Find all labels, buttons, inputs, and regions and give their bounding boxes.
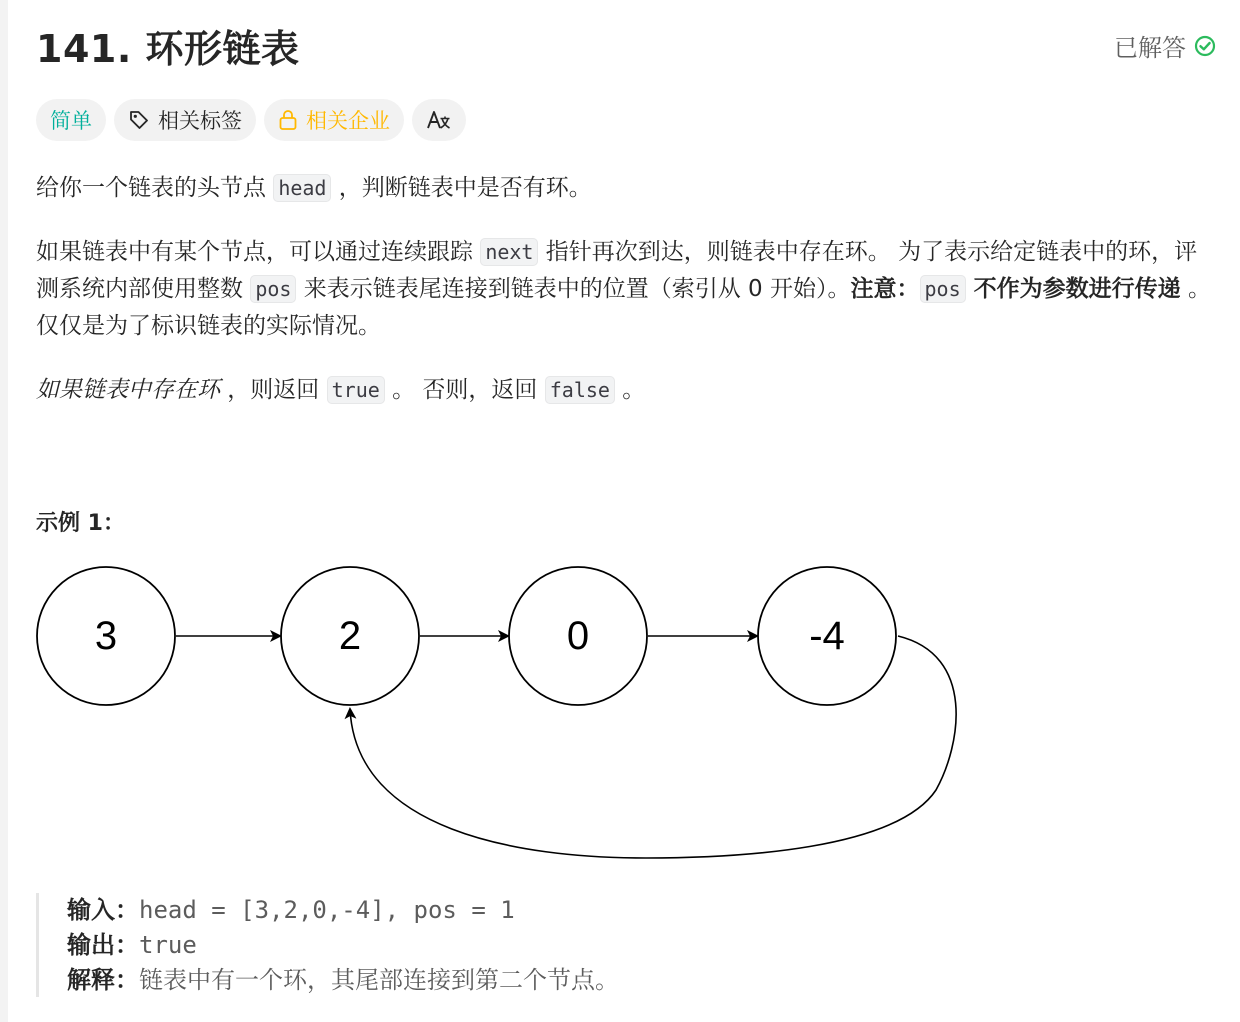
left-divider (0, 0, 8, 1022)
node-value: -4 (809, 614, 845, 658)
text-span: 。 (614, 377, 646, 403)
text-span: 来表示链表尾连接到链表中的位置（索引从 0 开始）。 (296, 276, 851, 302)
node-value: 0 (566, 614, 590, 658)
lock-icon (278, 109, 298, 131)
inline-code: pos (920, 275, 966, 303)
input-label: 输入： (67, 896, 139, 924)
example-explanation (67, 963, 1216, 998)
tag-row (36, 99, 466, 141)
bold-text: 不作为参数进行传递 (965, 276, 1181, 302)
text-span: ，判断链表中是否有环。 (331, 175, 592, 201)
companies-tag-button[interactable] (264, 99, 404, 141)
node-value: 3 (94, 614, 118, 658)
translate-button[interactable] (412, 99, 466, 141)
text-span: 指针再次到达，则链表中存在环。 为了表示给定链表中的环，评测系统内部使用整数 (36, 239, 1198, 302)
input-value: head = [3,2,0,-4], pos = 1 (139, 896, 515, 924)
difficulty-label: 简单 (50, 109, 92, 133)
companies-tag-label: 相关企业 (306, 109, 390, 133)
list-node (509, 567, 647, 705)
explain-value: 链表中有一个环，其尾部连接到第二个节点。 (139, 966, 619, 994)
list-node (758, 567, 896, 705)
example-input (67, 893, 1216, 928)
inline-code: head (273, 174, 331, 202)
topics-tag-label: 相关标签 (158, 109, 242, 133)
italic-text: 如果链表中存在环 (36, 377, 220, 403)
note-label: 注意： (850, 276, 920, 302)
explain-label: 解释： (67, 966, 139, 994)
solved-status (1114, 28, 1216, 63)
text-span: ，则返回 (220, 377, 327, 403)
text-span: 。仅仅是为了标识链表的实际情况。 (36, 276, 1211, 339)
description-paragraph-3 (36, 372, 1216, 409)
linked-list-diagram (36, 560, 976, 870)
list-node (281, 567, 419, 705)
translate-icon (426, 109, 452, 131)
example-title: 示例 1： (36, 511, 125, 536)
description-paragraph-2 (36, 234, 1216, 345)
inline-code: false (545, 376, 615, 404)
difficulty-badge (36, 99, 106, 141)
inline-code: pos (250, 275, 296, 303)
problem-title[interactable]: 141. 环形链表 (36, 27, 300, 71)
text-span: 给你一个链表的头节点 (36, 175, 274, 201)
list-node (37, 567, 175, 705)
example-output (67, 928, 1216, 963)
description-paragraph-1 (36, 170, 1216, 207)
tag-icon (128, 109, 150, 131)
text-span: 如果链表中有某个节点，可以通过连续跟踪 (36, 239, 481, 265)
topics-tag-button[interactable] (114, 99, 256, 141)
inline-code: next (480, 238, 538, 266)
inline-code: true (327, 376, 385, 404)
example-io-block (36, 893, 1216, 997)
solved-label: 已解答 (1114, 34, 1186, 62)
output-value: true (139, 931, 197, 959)
output-label: 输出： (67, 931, 139, 959)
node-value: 2 (338, 614, 362, 658)
text-span: 。 否则，返回 (384, 377, 545, 403)
check-circle-icon (1194, 35, 1216, 57)
